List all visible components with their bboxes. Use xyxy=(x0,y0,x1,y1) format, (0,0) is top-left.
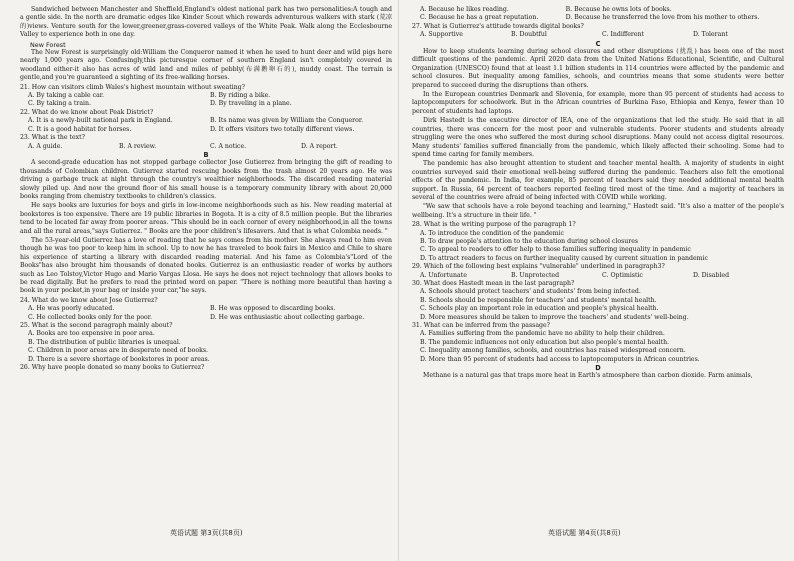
q21-options-row1 xyxy=(28,92,392,100)
q24-option-d: D. He was enthusiastic about collecting garbage. xyxy=(210,313,365,321)
question-21: 21. How can visitors climb Wales's highest mountain without sweating? xyxy=(20,83,245,91)
passage-b-paragraph-1: A second-grade education has not stopped garbage collector Jose Gutierrez from bringing the gift of reading to thousands of Colombian children. Gutierrez started rescuing books from the trash almost 20 years ago. He was driving a garbage truck at night through the country's wealthier neighborhoods. The discarded reading material slowly piled up. And now the ground floor of his small house is a temporary community library with about 20,000 books ranging from chemistry textbooks to children's classics. xyxy=(20,159,392,200)
passage-c-paragraph-3: Dirk Hastedt is the executive director of IEA, one of the organizations that led the study. He said that in all countries, there was concern for the most poor and vulnerable students. Poorer students and students already struggling were the ones who suffered the most during school disruptions. Many could not access digital resources. Many students' families suffered financially from the pandemic, which likely affected their schooling. Some had to spend time caring for family members. xyxy=(412,117,784,158)
question-26: 26. Why have people donated so many books to Gutierrez? xyxy=(20,364,205,372)
peak-district-paragraph: Sandwiched between Manchester and Sheffield,England's oldest national park has two personalities:A tough and a gentle side. In the north are dramatic edges like Kinder Scout which rewards adventurous walkers with stark (荒凉的)views. Venture south for the lower,greener,grass-covered valleys of the White Peak. Walk along the Ecclesbourne Valley to experience both in one day. xyxy=(20,6,392,39)
q25-option-c: C. Children in poor areas are in desperate need of books. xyxy=(28,347,208,355)
q22-option-b: B. Its name was given by William the Conqueror. xyxy=(210,117,364,125)
q24-option-c: C. He collected books only for the poor. xyxy=(28,313,152,321)
q26-option-b: B. Because he owns lots of books. xyxy=(565,6,672,13)
q27-option-d: D. Tolerant xyxy=(693,31,728,39)
q31-option-d: D. More than 95 percent of students had access to laptopcomputers in African countries. xyxy=(420,355,700,363)
q21-option-d: D. By traveling in a plane. xyxy=(210,100,292,108)
passage-c-paragraph-4: The pandemic has also brought attention to student and teacher mental health. A majority of students in eight countries surveyed said their emotional well-being suffered during the pandemic. Teachers also felt the emotional effects of the pandemic. In India, for example, 85 percent of teachers said they needed additional mental health support. In Russia, 64 percent of teachers reported feeling tired most of the time. And a majority of teachers in several of the countries were afraid of being infected with COVID while working. xyxy=(412,160,784,201)
passage-b-paragraph-2: He says books are luxuries for boys and girls in low-income neighborhoods such as his. New reading material at bookstores is too expensive. There are 19 public libraries in Bogota. It is a city of 8.5 million people. But the libraries tend to be located far away from poorer areas. "This should be in each corner of every neighborhood,in all the towns and all the rural areas,"says Gutierrez. " Books are the poor children's lifesavers. And that is what Colombia needs. " xyxy=(20,202,392,235)
q27-option-a: A. Supportive xyxy=(420,31,463,39)
q30-option-a: A. Schools should protect teachers' and students' from being infected. xyxy=(420,288,641,296)
passage-b-paragraph-3: The 53-year-old Gutierrez has a love of reading that he says comes from his mother. She always read to him even though he was too poor to keep him in school. Up to now he has traveled to book fairs in Mexico and Chile to share his experience of starting a library with discarded reading material. And his fame as Colombia's"Lord of the Books"has also brought him thousands of donated books. Gutierrez is an enthusiastic reader of works by authors such as Leo Tolstoy,Victor Hugo and Mario Vargas Llosa. He says he does not reject technology that allows books to be read digitally. But he prefers to read the printed word on paper. "There is nothing more beautiful than having a book in your pocket,in your bag or inside your car,"he says. xyxy=(20,236,392,295)
q22-options-row1 xyxy=(28,117,392,125)
q29-option-a: A. Unfortunate xyxy=(420,271,467,279)
q22-options-row2 xyxy=(28,126,392,134)
q24-options-row1 xyxy=(28,305,392,313)
passage-c-paragraph-1: How to keep students learning during school closures and other disruptions (扰乱) has been one of the most difficult questions of the pandemic. April 2020 data from the United Nations Educational, Scientific, and Cultural Organization (UNESCO) found that at least 1.1 billion students in 114 countries were affected by the pandemic and school closures. But inequality among families, schools, and countries means that some students were better prepared to succeed during the disruptions than others. xyxy=(412,48,784,89)
q30-option-d: D. More measures should be taken to improve the teachers' and students' well-being. xyxy=(420,313,689,321)
question-23: 23. What is the text? xyxy=(20,134,85,142)
q28-option-a: A. To introduce the condition of the pandemic xyxy=(420,229,564,237)
q30-option-c: C. Schools play an important role in education and people's physical health. xyxy=(420,305,659,313)
section-c-heading: C xyxy=(595,39,601,48)
q21-option-b: B. By riding a bike. xyxy=(210,92,271,100)
new-forest-paragraph: The New Forest is surprisingly old:William the Conqueror named it when he used to hunt deer and wild pigs here nearly 1,000 years ago. Confusingly,this picturesque corner of southern England isn't completely covered in woodland either-it also has acres of wild land and miles of pebbly(布满鹅卵石的), muddy coast. The terrain is gentle,and you're guaranteed a sighting of its free-walking horses. xyxy=(20,49,392,82)
q31-option-c: C. Inequality among families, schools, and countries has raised widespread concern. xyxy=(420,347,686,355)
q27-options xyxy=(420,31,784,39)
q28-option-c: C. To appeal to readers to offer help to those families suffering inequality in pandemic xyxy=(420,246,691,254)
q27-option-c: C. Indifferent xyxy=(602,31,644,39)
left-column xyxy=(20,6,392,372)
q26-options-row2 xyxy=(420,14,784,22)
new-forest-heading: New Forest xyxy=(30,40,66,49)
q22-option-a: A. It is a newly-built national park in England. xyxy=(28,117,173,125)
q23-option-c: C. A notice. xyxy=(210,142,247,150)
section-d-heading: D xyxy=(595,364,601,373)
page-footer-left: 英语试题 第3页(共8页) xyxy=(170,529,243,537)
q29-option-d: D. Disabled xyxy=(693,271,730,279)
column-divider xyxy=(398,0,399,561)
q27-option-b: B. Doubtful xyxy=(511,31,547,39)
q26-option-c: C. Because he has a great reputation. xyxy=(420,14,539,22)
passage-c-paragraph-5: "We saw that schools have a role beyond teaching and learning," Hastedt said. "It's also a matter of the people's wellbeing. It's a structure in their life. " xyxy=(412,203,784,219)
q29-option-b: B. Unprotected xyxy=(511,271,560,279)
q29-options xyxy=(420,272,784,280)
q26-options-row1 xyxy=(420,6,784,14)
q21-options-row2 xyxy=(28,100,392,108)
q23-option-d: D. A report. xyxy=(301,142,338,150)
q24-option-a: A. He was poorly educated. xyxy=(28,305,115,313)
q26-option-d: D. Because he transferred the love from his mother to others. xyxy=(565,14,760,22)
q25-option-a: A. Books are too expensive in poor area. xyxy=(28,330,155,338)
question-24: 24. What do we know about Jose Gutierrez? xyxy=(20,296,158,304)
q28-option-b: B. To draw people's attention to the education during school closures xyxy=(420,237,639,245)
q28-option-d: D. To attract readers to focus on further inequality caused by current situation in pandemic xyxy=(420,254,708,262)
right-column xyxy=(412,6,784,382)
q23-option-a: A. A guide. xyxy=(28,142,63,150)
q23-options xyxy=(28,143,392,151)
q29-option-c: C. Optimistic xyxy=(602,271,643,279)
q25-option-d: D. There is a severe shortage of bookstores in poor areas. xyxy=(28,355,210,363)
q24-option-b: B. He was opposed to discarding books. xyxy=(210,305,336,313)
question-28: 28. What is the writing purpose of the paragraph 1? xyxy=(412,221,576,229)
q30-option-b: B. Schools should be responsible for teachers' and students' mental health. xyxy=(420,296,657,304)
q21-option-a: A. By taking a cable car. xyxy=(28,92,105,100)
q23-option-b: B. A review. xyxy=(119,142,157,150)
passage-c-paragraph-2: In the European countries Denmark and Slovenia, for example, more than 95 percent of students had access to laptopcomputers for schoolwork. But in the African countries of Burkina Faso, Ethiopia and Kenya, fewer than 10 percent of students had laptops. xyxy=(412,91,784,115)
page-footer-right: 英语试题 第4页(共8页) xyxy=(548,529,621,537)
q25-option-b: B. The distribution of public libraries is unequal. xyxy=(28,338,181,346)
q26-option-a: A. Because he likes reading. xyxy=(420,6,509,13)
q24-options-row2 xyxy=(28,314,392,322)
question-29: 29. Which of the following best explains "vulnerable" underlined in paragraph3? xyxy=(412,263,665,271)
question-27: 27. What is Gutierrez's attitude towards digital books? xyxy=(412,22,584,30)
question-25: 25. What is the second paragraph mainly about? xyxy=(20,322,173,330)
question-31: 31. What can be inferred from the passage? xyxy=(412,322,550,330)
q31-option-b: B. The pandemic influences not only education but also people's mental health. xyxy=(420,338,670,346)
q22-option-c: C. It is a good habitat for horses. xyxy=(28,125,132,133)
q21-option-c: C. By taking a train. xyxy=(28,100,91,108)
q31-option-a: A. Families suffering from the pandemic have no ability to help their children. xyxy=(420,330,665,338)
passage-d-paragraph-1: Methane is a natural gas that traps more heat in Earth's atmosphere than carbon dioxide. Farm animals, xyxy=(423,372,753,380)
q22-option-d: D. It offers visitors two totally different views. xyxy=(210,125,355,133)
question-30: 30. What does Hastedt mean in the last paragraph? xyxy=(412,280,575,287)
section-b-heading: B xyxy=(203,150,209,159)
question-22: 22. What do we know about Peak District? xyxy=(20,108,154,116)
